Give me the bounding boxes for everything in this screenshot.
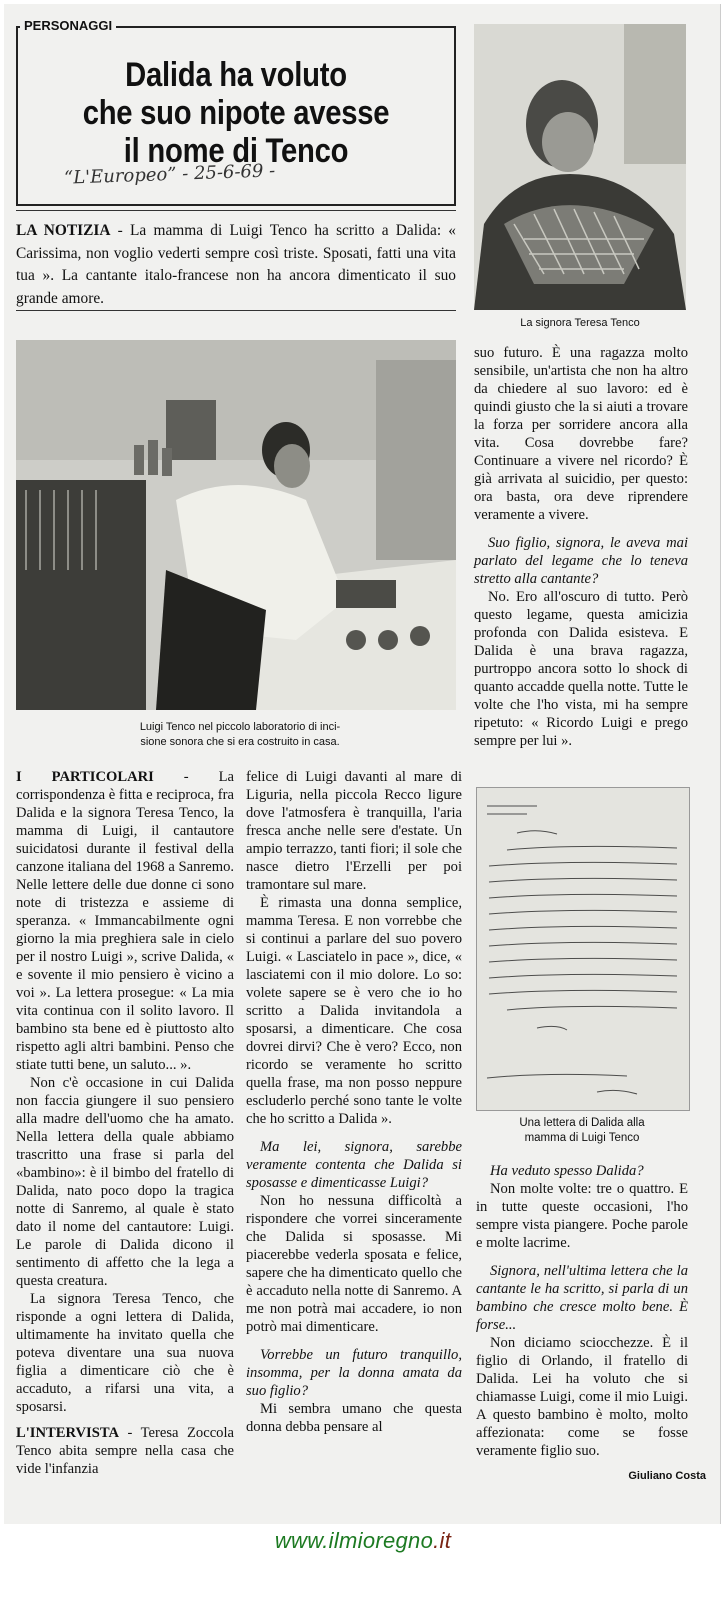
column-2 <box>246 768 462 1436</box>
headline-line-2: che suo nipote avesse <box>82 94 390 132</box>
col3-answer: Non molte volte: tre o quattro. E in tutte queste occasioni, l'ho sempre vista piangere. Poche parole e molte lacrime. <box>476 1181 688 1251</box>
letter-caption <box>476 1116 688 1146</box>
column-1 <box>16 768 234 1478</box>
watermark-prefix: www. <box>274 1528 329 1553</box>
col3-question: Ha veduto spesso Dalida? <box>490 1163 644 1179</box>
lead-text: - La mamma di Luigi Tenco ha scritto a Dalida: « Carissima, non voglio vederti sempre così triste. Sposati, fatti una vita tua ». La cantante italo-francese non ha ancora dimenticato il suo grande amore. <box>16 222 457 307</box>
col1-label: L'INTERVISTA <box>16 1425 120 1441</box>
col3-answer: No. Ero all'oscuro di tutto. Però questo legame, questa amicizia profonda con Dalida esisteva. E Dalida è una brava ragazza, purtroppo ancora sotto lo shock di quanto accadde quella notte. Tutte le volte che l'ho vista, mi ha sempre ripetuto: « Ricordo Luigi e prego sempre per lui ». <box>474 589 688 749</box>
col1-label: I PARTICOLARI <box>16 769 154 785</box>
handwritten-annotation: “L'Europeo” - 25-6-69 - <box>63 160 276 189</box>
col2-answer: Non ho nessuna difficoltà a rispondere che vorrei sinceramente che Dalida si sposasse. Mi piacerebbe vederla sposata e felice, sapere che ha dimenticato quello che è accaduto nella notte di Sanremo. A me non potrà mai accadere, io non potrò mai dimenticare. <box>246 1193 462 1335</box>
column-3-top <box>474 344 688 750</box>
photo-luigi-tenco <box>16 340 456 710</box>
watermark-suffix: .it <box>433 1528 452 1553</box>
section-tag: PERSONAGGI <box>20 18 116 33</box>
col3-question: Suo figlio, signora, le aveva mai parlato del legame che lo teneva stretto alla cantante? <box>474 535 688 587</box>
headline <box>47 56 425 170</box>
col1-paragraph-2: Non c'è occasione in cui Dalida non faccia giungere il suo pensiero alla madre dell'uomo che ha amato. Nella lettera della quale abbiamo trascritto una frase si parla del «bambino»: è il bimbo del fratello di Dalida, nato poco dopo la tragica notte di Sanremo, al quale è stato dato il nome del cantautore: Luigi. Le parole di Dalida dicono il sentimento di affetto che la lega a questa creatura. <box>16 1075 234 1289</box>
divider <box>16 310 456 311</box>
photo-caption-teresa: La signora Teresa Tenco <box>520 317 640 329</box>
headline-line-3: il nome di Tenco <box>123 132 349 170</box>
col1-text: - La corrispondenza è fitta e reciproca, fra Dalida e la signora Teresa Tenco, la mamma di Luigi, il cantautore suicidatosi durante il festival della canzone italiana del 1968 a Sanremo. Nelle lettere delle due donne ci sono note di tristezza e assieme di speranza. « Immancabilmente ogni giorno la mia preghiera sale in cielo per il nostro Luigi », scrive Dalida, « e sovente il mio pensiero è vicino a voi ». La lettera prosegue: « La mia vita continua con il solito lavoro. Il bambino sta bene ed è piuttosto alto rispetto agli altri bambini. Penso che stiate tutti bene, un saluto... ». <box>16 769 235 1073</box>
col1-text: - Teresa Zoccola Tenco abita sempre nella casa che vide l'infanzia <box>16 1425 234 1477</box>
watermark-middle: ilmioregno <box>328 1528 434 1553</box>
photo-caption-luigi-line-1: Luigi Tenco nel piccolo laboratorio di inci- <box>139 721 341 733</box>
lead-label: LA NOTIZIA <box>16 222 111 239</box>
photo-caption-luigi <box>60 720 420 750</box>
col1-paragraph-4 <box>16 1424 234 1478</box>
column-3-bottom <box>476 1162 688 1460</box>
col3-question: Signora, nell'ultima lettera che la cantante le ha scritto, si parla di un bambino che cresce molto bene. È forse... <box>476 1263 688 1333</box>
divider <box>16 210 456 211</box>
author-signature: Giuliano Costa <box>628 1470 706 1482</box>
handwritten-letter-image <box>476 787 690 1111</box>
letter-caption-line-2: mamma di Luigi Tenco <box>524 1132 640 1144</box>
headline-line-1: Dalida ha voluto <box>125 56 347 94</box>
col2-answer: Mi sembra umano che questa donna debba pensare al <box>246 1401 462 1435</box>
col3-answer: Non diciamo sciocchezze. È il figlio di Orlando, il fratello di Dalida. Lei ha voluto che si chiamasse Luigi, come il mio Luigi. A questo bambino è molto, molto affezionata: come se fosse veramente figlio suo. <box>476 1335 688 1459</box>
col3-paragraph: suo futuro. È una ragazza molto sensibile, un'artista che non ha altro da chiedere al suo lavoro: ed è quindi giusto che la si aiuti a trovare la forza per sorridere ancora alla vita. Cosa dovrebbe fare? Continuare a vivere nel ricordo? È già arrivata al suicidio, per questo: ora basta, ora deve riprendere veramente a vivere. <box>474 345 688 523</box>
col1-paragraph-1 <box>16 768 234 1074</box>
col2-question: Ma lei, signora, sarebbe veramente contenta che Dalida si sposasse e dimenticasse Luigi? <box>246 1139 462 1191</box>
lead-paragraph <box>16 220 456 310</box>
col2-paragraph: felice di Luigi davanti al mare di Liguria, nella piccola Recco ligure dove l'atmosfera è tranquilla, l'aria fresca anche nelle sere d'estate. Un ampio terrazzo, tanti fiori; il sole che nasce dietro l'Erzelli per poi tramontare sul mare. <box>246 769 462 893</box>
letter-caption-line-1: Una lettera di Dalida alla <box>519 1117 645 1129</box>
photo-teresa-tenco <box>474 24 686 310</box>
col1-paragraph-3: La signora Teresa Tenco, che risponde a ogni lettera di Dalida, ultimamente ha invitato quella che poteva diventare una sua nuova figlia a dimenticare ciò che è accaduto, a rifarsi una vita, a sposarsi. <box>16 1291 234 1415</box>
col2-paragraph: È rimasta una donna semplice, mamma Teresa. E non vorrebbe che si continui a parlare del suo povero Luigi. « Lasciatelo in pace », dice, « lasciatemi con il mio dolore. Lo so: volete sapere se è vero che io ho scritto a Dalida invitandola a sposarsi, a dimenticare. Che cosa dovrei dirvi? Che è vero? Ecco, non ricordo se veramente ho scritto quella frase, ma non posso neppure escluderlo perché sono tante le volte che ho scritto a Dalida ». <box>246 895 462 1127</box>
site-watermark <box>0 1528 726 1554</box>
col2-question: Vorrebbe un futuro tranquillo, insomma, per la donna amata da suo figlio? <box>246 1347 462 1399</box>
photo-caption-luigi-line-2: sione sonora che si era costruito in casa. <box>140 736 340 748</box>
